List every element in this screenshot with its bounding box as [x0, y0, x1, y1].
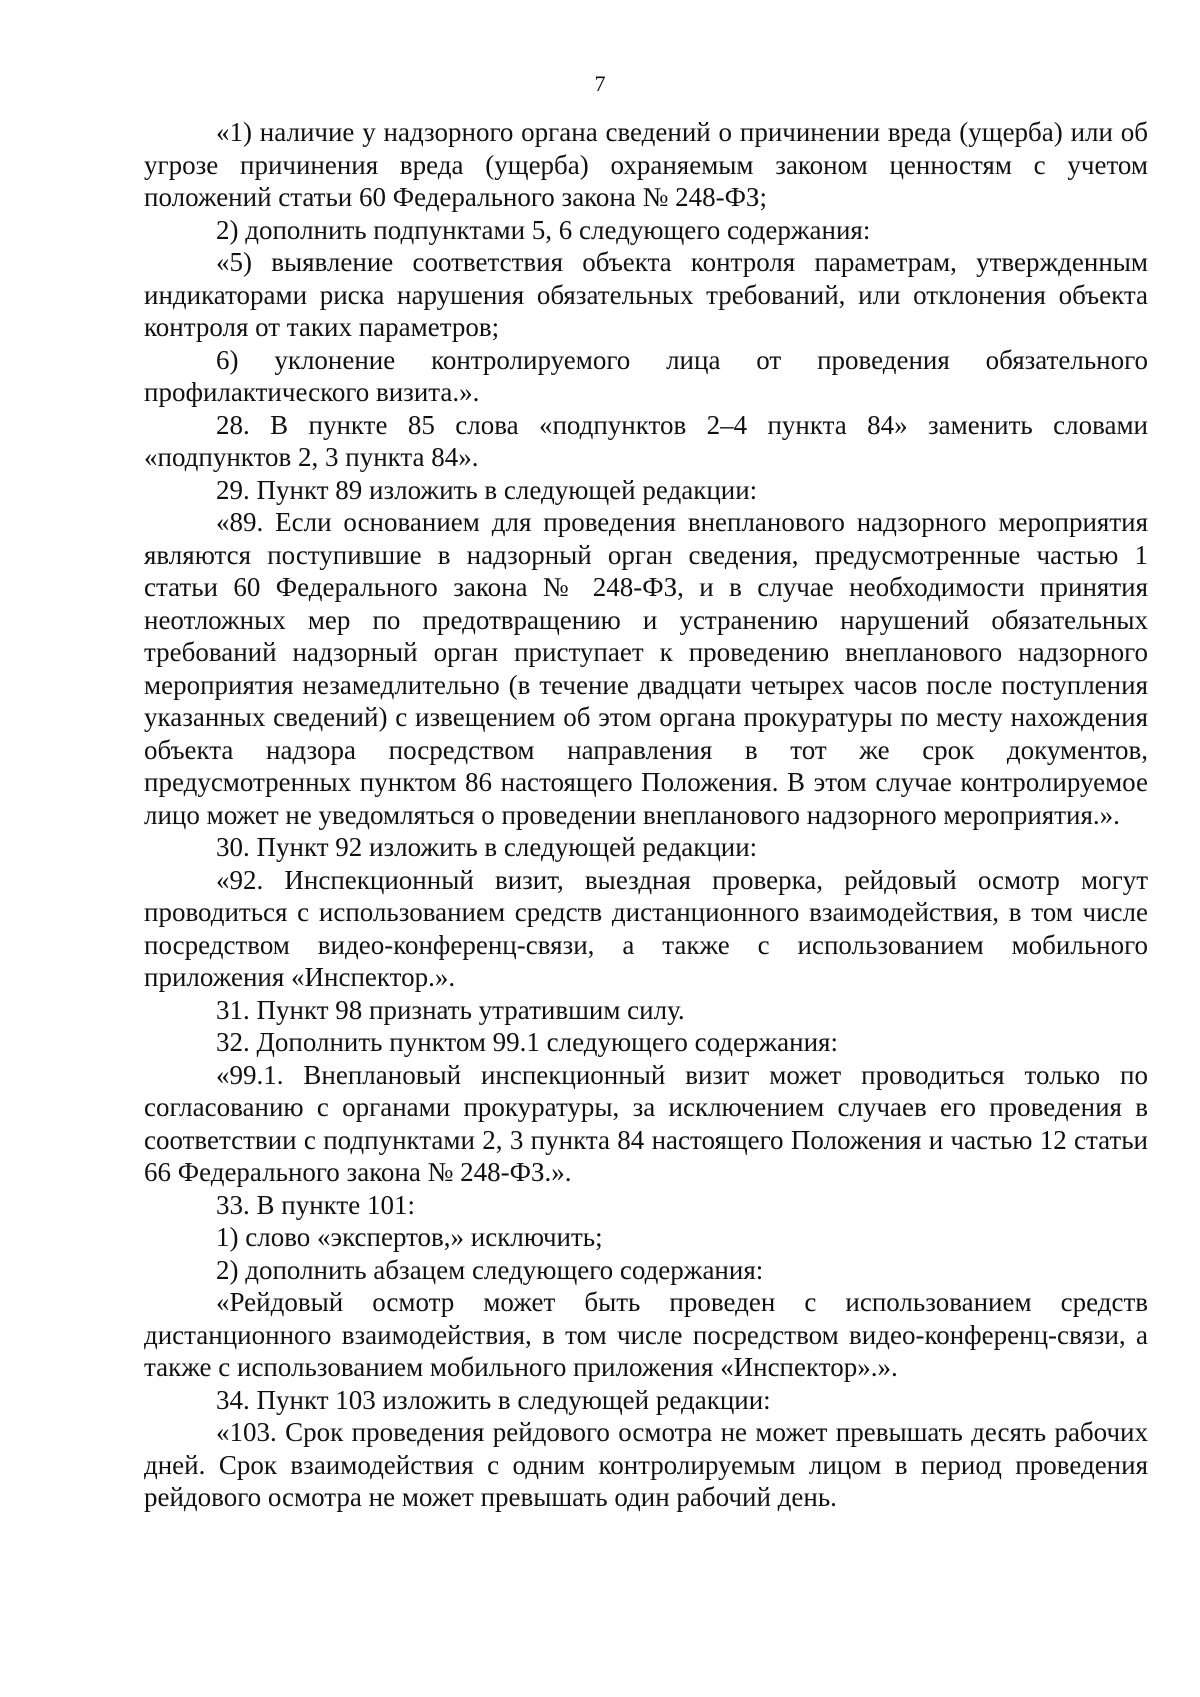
paragraph: «5) выявление соответствия объекта контроля параметрам, утвержденным индикаторами риска нарушения обязательных требований, или отклонения объекта контроля от таких параметров;: [144, 247, 1148, 342]
paragraph: «92. Инспекционный визит, выездная проверка, рейдовый осмотр могут проводиться с использованием средств дистанционного взаимодействия, в том числе посредством видео-конференц-связи, а также с использованием мобильного приложения «Инспектор.».: [144, 864, 1148, 992]
paragraph: 29. Пункт 89 изложить в следующей редакции:: [216, 474, 758, 505]
paragraph: «89. Если основанием для проведения внепланового надзорного мероприятия являются поступившие в надзорный орган сведения, предусмотренные частью 1 статьи 60 Федерального закона № 248-ФЗ, и в случае необходимости принятия неотложных мер по предотвращению и устранению нарушений обязательных требований надзорный орган приступает к проведению внепланового надзорного мероприятия незамедлительно (в течение двадцати четырех часов после поступления указанных сведений) с извещением об этом органа прокуратуры по месту нахождения объекта надзора посредством направления в тот же срок документов, предусмотренных пунктом 86 настоящего Положения. В этом случае контролируемое лицо может не уведомляться о проведении внепланового надзорного мероприятия.».: [144, 507, 1148, 830]
page-number: 7: [594, 71, 606, 96]
paragraph: «103. Срок проведения рейдового осмотра не может превышать десять рабочих дней. Срок взаимодействия с одним контролируемым лицом в период проведения рейдового осмотра не может превышать один рабочий день.: [144, 1417, 1148, 1512]
document-body: [144, 116, 1148, 1514]
paragraph: «1) наличие у надзорного органа сведений о причинении вреда (ущерба) или об угрозе причинения вреда (ущерба) охраняемым законом ценностям с учетом положений статьи 60 Федерального закона № 248-ФЗ;: [144, 117, 1148, 212]
paragraph: 28. В пункте 85 слова «подпунктов 2–4 пункта 84» заменить словами «подпунктов 2, 3 пункта 84».: [144, 409, 1148, 472]
paragraph: 34. Пункт 103 изложить в следующей редакции:: [216, 1384, 771, 1415]
paragraph: 2) дополнить подпунктами 5, 6 следующего содержания:: [216, 214, 871, 245]
paragraph: «99.1. Внеплановый инспекционный визит может проводиться только по согласованию с органами прокуратуры, за исключением случаев его проведения в соответствии с подпунктами 2, 3 пункта 84 настоящего Положения и частью 12 статьи 66 Федерального закона № 248-ФЗ.».: [144, 1059, 1148, 1187]
paragraph: 33. В пункте 101:: [216, 1189, 415, 1220]
paragraph: 2) дополнить абзацем следующего содержания:: [216, 1254, 764, 1285]
paragraph: 32. Дополнить пунктом 99.1 следующего содержания:: [216, 1027, 838, 1057]
paragraph: 30. Пункт 92 изложить в следующей редакции:: [216, 832, 758, 862]
paragraph: 6) уклонение контролируемого лица от проведения обязательного профилактического визита.».: [144, 344, 1148, 407]
paragraph: «Рейдовый осмотр может быть проведен с использованием средств дистанционного взаимодействия, в том числе посредством видео-конференц-связи, а также с использованием мобильного приложения «Инспектор».».: [144, 1287, 1148, 1382]
paragraph: 1) слово «экспертов,» исключить;: [216, 1222, 603, 1252]
paragraph: 31. Пункт 98 признать утратившим силу.: [216, 994, 685, 1025]
